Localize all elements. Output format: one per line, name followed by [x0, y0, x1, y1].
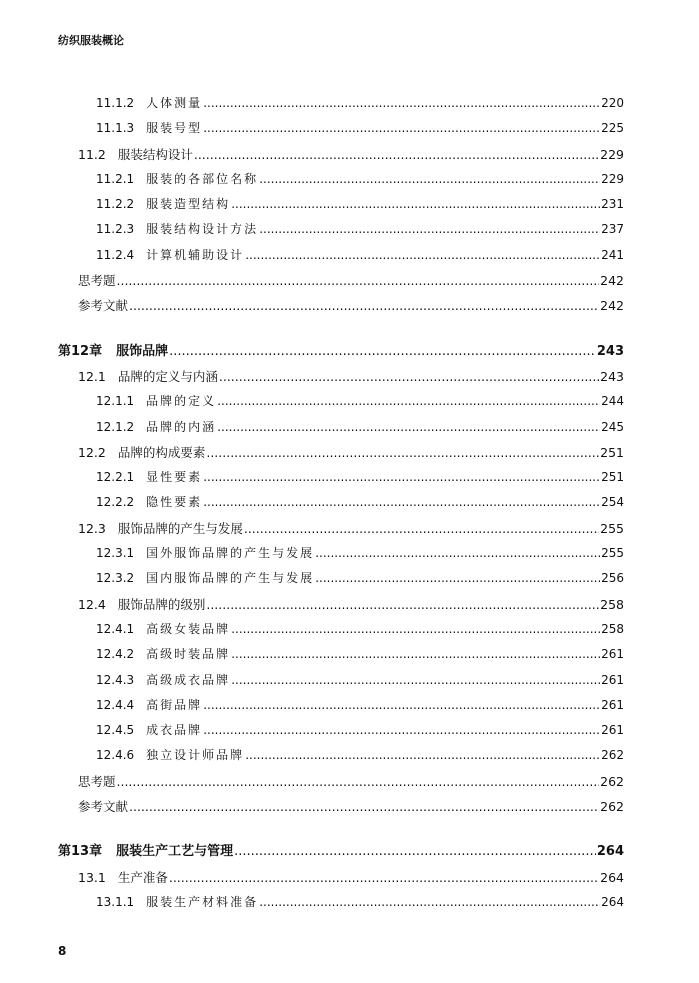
page-number: 8 [58, 944, 67, 958]
toc-entry-title: 参考文献 [78, 298, 129, 314]
toc-entry-page: 256 [601, 571, 624, 586]
toc-subsection-entry[interactable] [58, 566, 624, 591]
toc-entry-title: 人体测量 [146, 96, 203, 110]
toc-entry-title: 服饰品牌 [116, 343, 169, 359]
toc-entry-number: 12.4.1 [96, 621, 135, 636]
toc-entry-number: 12.1.1 [96, 394, 135, 409]
toc-entry-title: 品牌的定义与内涵 [117, 368, 218, 384]
toc-entry-page: 229 [601, 171, 624, 186]
toc-subsection-entry[interactable] [58, 243, 624, 268]
toc-entry-number: 12.3.1 [96, 546, 135, 561]
toc-entry-number: 12.3 [78, 520, 106, 536]
toc-entry-page: 264 [596, 844, 624, 860]
dot-leader [231, 668, 600, 693]
toc-entry-title: 思考题 [78, 773, 116, 789]
dot-leader [231, 642, 600, 667]
toc-chapter-entry[interactable] [58, 839, 624, 864]
toc-subsection-entry[interactable] [58, 415, 624, 440]
toc-entry-title: 品牌的内涵 [146, 419, 217, 434]
toc-entry-page: 261 [601, 672, 624, 687]
toc-entry-title: 计算机辅助设计 [146, 247, 245, 262]
toc-entry-page: 262 [600, 799, 624, 815]
dot-leader [231, 192, 600, 217]
toc-subsection-entry[interactable] [58, 167, 624, 192]
toc-subsection-entry[interactable] [58, 116, 624, 141]
toc-entry-title: 生产准备 [117, 869, 168, 885]
dot-leader [217, 389, 600, 414]
toc-entry-title: 参考文献 [78, 799, 129, 815]
dot-leader [217, 415, 600, 440]
toc-subsection-entry[interactable] [58, 389, 624, 414]
toc-entry-page: 243 [596, 343, 624, 359]
toc-section-entry[interactable] [58, 516, 624, 541]
dot-leader [206, 592, 599, 617]
section-gap [58, 319, 624, 339]
running-head-title: 纺织服装概论 [58, 34, 124, 47]
toc-entry-title: 高级女装品牌 [146, 621, 231, 636]
toc-entry-title: 隐性要素 [146, 495, 203, 510]
toc-section-entry[interactable] [58, 794, 624, 819]
dot-leader [259, 217, 600, 242]
section-gap [58, 819, 624, 839]
dot-leader [194, 142, 599, 167]
toc-entry-page: 258 [601, 621, 624, 636]
toc-entry-page: 255 [600, 520, 624, 536]
toc-subsection-entry[interactable] [58, 490, 624, 515]
dot-leader [129, 293, 599, 318]
dot-leader [169, 865, 599, 890]
dot-leader [203, 693, 600, 718]
toc-entry-number: 11.2.2 [96, 197, 135, 212]
toc-section-entry[interactable] [58, 293, 624, 318]
toc-subsection-entry[interactable] [58, 743, 624, 768]
toc-entry-page: 244 [601, 394, 624, 409]
toc-section-entry[interactable] [58, 769, 624, 794]
dot-leader [117, 769, 600, 794]
toc-entry-title: 显性要素 [146, 470, 203, 485]
toc-entry-number: 12.2 [78, 444, 106, 460]
toc-entry-page: 258 [600, 596, 624, 612]
toc-subsection-entry[interactable] [58, 617, 624, 642]
dot-leader [117, 268, 600, 293]
dot-leader [245, 743, 600, 768]
toc-subsection-entry[interactable] [58, 718, 624, 743]
toc-entry-page: 251 [601, 470, 624, 485]
toc-entry-title: 思考题 [78, 273, 116, 289]
toc-entry-page: 241 [601, 247, 624, 262]
dot-leader [203, 490, 600, 515]
toc-entry-page: 255 [601, 546, 624, 561]
toc-entry-number: 12.4.3 [96, 672, 135, 687]
toc-entry-number: 第13章 [58, 844, 103, 860]
dot-leader [259, 890, 600, 915]
toc-section-entry[interactable] [58, 364, 624, 389]
table-of-contents [58, 91, 624, 915]
dot-leader [315, 566, 600, 591]
toc-entry-number: 11.1.3 [96, 121, 135, 136]
toc-entry-title: 国内服饰品牌的产生与发展 [146, 571, 315, 586]
toc-entry-title: 服装结构设计 [117, 146, 193, 162]
toc-subsection-entry[interactable] [58, 890, 624, 915]
dot-leader [219, 364, 599, 389]
dot-leader [203, 116, 600, 141]
toc-section-entry[interactable] [58, 865, 624, 890]
toc-entry-title: 服装号型 [146, 121, 203, 136]
toc-entry-title: 服装的各部位名称 [146, 171, 259, 186]
toc-entry-number: 11.2.1 [96, 171, 135, 186]
toc-subsection-entry[interactable] [58, 668, 624, 693]
dot-leader [203, 718, 600, 743]
toc-subsection-entry[interactable] [58, 541, 624, 566]
toc-entry-title: 高街品牌 [146, 697, 203, 712]
dot-leader [315, 541, 600, 566]
toc-entry-page: 264 [600, 869, 624, 885]
toc-entry-number: 12.1 [78, 368, 106, 384]
dot-leader [203, 91, 600, 116]
dot-leader [234, 839, 596, 864]
toc-entry-page: 262 [601, 748, 624, 763]
toc-subsection-entry[interactable] [58, 465, 624, 490]
dot-leader [206, 440, 599, 465]
dot-leader [169, 339, 596, 364]
toc-entry-number: 11.2 [78, 146, 106, 162]
toc-entry-number: 12.4.4 [96, 697, 135, 712]
toc-subsection-entry[interactable] [58, 217, 624, 242]
toc-section-entry[interactable] [58, 440, 624, 465]
toc-section-entry[interactable] [58, 268, 624, 293]
toc-subsection-entry[interactable] [58, 91, 624, 116]
toc-entry-number: 12.2.1 [96, 470, 135, 485]
toc-subsection-entry[interactable] [58, 642, 624, 667]
toc-entry-number: 第12章 [58, 343, 103, 359]
toc-entry-number: 11.2.4 [96, 247, 135, 262]
toc-entry-title: 高级时装品牌 [146, 647, 231, 662]
toc-entry-number: 12.3.2 [96, 571, 135, 586]
toc-entry-page: 245 [601, 419, 624, 434]
toc-subsection-entry[interactable] [58, 693, 624, 718]
toc-entry-title: 高级成衣品牌 [146, 672, 231, 687]
dot-leader [129, 794, 599, 819]
toc-entry-title: 服饰品牌的产生与发展 [117, 520, 243, 536]
toc-entry-page: 254 [601, 495, 624, 510]
dot-leader [259, 167, 600, 192]
toc-entry-title: 服装造型结构 [146, 197, 231, 212]
toc-entry-page: 225 [601, 121, 624, 136]
toc-entry-title: 品牌的构成要素 [117, 444, 206, 460]
toc-entry-page: 261 [601, 697, 624, 712]
toc-section-entry[interactable] [58, 592, 624, 617]
toc-entry-title: 服饰品牌的级别 [117, 596, 206, 612]
toc-entry-page: 243 [600, 368, 624, 384]
toc-entry-page: 261 [601, 723, 624, 738]
toc-subsection-entry[interactable] [58, 192, 624, 217]
toc-entry-number: 12.4 [78, 596, 106, 612]
dot-leader [203, 465, 600, 490]
toc-entry-number: 13.1 [78, 869, 106, 885]
toc-entry-number: 11.1.2 [96, 96, 135, 110]
toc-entry-title: 国外服饰品牌的产生与发展 [146, 546, 315, 561]
toc-entry-page: 229 [600, 146, 624, 162]
toc-entry-page: 264 [601, 894, 624, 909]
toc-entry-page: 242 [600, 273, 624, 289]
toc-entry-page: 251 [600, 444, 624, 460]
toc-chapter-entry[interactable] [58, 339, 624, 364]
toc-entry-title: 成衣品牌 [146, 723, 203, 738]
dot-leader [244, 516, 599, 541]
toc-entry-page: 231 [601, 197, 624, 212]
dot-leader [231, 617, 600, 642]
toc-entry-page: 262 [600, 773, 624, 789]
toc-entry-title: 品牌的定义 [146, 394, 217, 409]
toc-entry-number: 13.1.1 [96, 894, 135, 909]
toc-entry-number: 12.4.6 [96, 748, 135, 763]
toc-entry-number: 11.2.3 [96, 222, 135, 237]
toc-entry-title: 独立设计师品牌 [146, 748, 245, 763]
dot-leader [245, 243, 600, 268]
toc-entry-number: 12.1.2 [96, 419, 135, 434]
toc-section-entry[interactable] [58, 142, 624, 167]
toc-entry-title: 服装生产材料准备 [146, 894, 259, 909]
toc-entry-page: 242 [600, 298, 624, 314]
toc-entry-number: 12.4.5 [96, 723, 135, 738]
toc-entry-title: 服装结构设计方法 [146, 222, 259, 237]
toc-entry-number: 12.2.2 [96, 495, 135, 510]
toc-entry-page: 261 [601, 647, 624, 662]
toc-entry-number: 12.4.2 [96, 647, 135, 662]
toc-entry-page: 220 [601, 96, 624, 110]
toc-entry-title: 服装生产工艺与管理 [116, 844, 234, 860]
toc-entry-page: 237 [601, 222, 624, 237]
